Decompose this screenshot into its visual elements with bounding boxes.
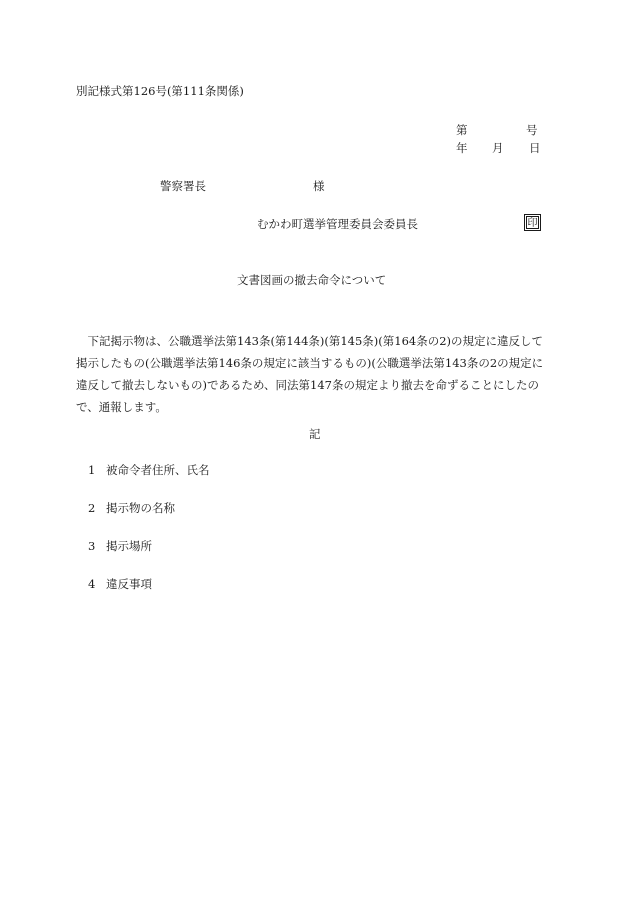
- date-row: [454, 140, 544, 158]
- item-number: 2: [88, 501, 96, 515]
- date-year: 年: [456, 141, 468, 155]
- addressee-honorific: 様: [313, 179, 325, 193]
- item-label: 違反事項: [106, 577, 152, 591]
- body-line: 掲示したもの(公職選挙法第146条の規定に該当するもの)(公職選挙法第143条の2の規定に: [76, 356, 544, 370]
- body-line: で、通報します。: [76, 400, 167, 414]
- document-number-prefix: 第: [456, 123, 468, 137]
- addressee-title: 警察署長: [160, 179, 206, 193]
- date-day: 日: [529, 141, 541, 155]
- document-number-row: [454, 122, 544, 140]
- item-number: 1: [88, 463, 96, 477]
- item-number: 4: [88, 577, 96, 591]
- body-paragraph: [76, 330, 556, 418]
- document-title: 文書図画の撤去命令について: [237, 273, 387, 287]
- item-label: 掲示場所: [106, 539, 152, 553]
- seal-stamp: [524, 214, 541, 231]
- item-number: 3: [88, 539, 96, 553]
- ki-heading: 記: [309, 427, 321, 441]
- document-number-suffix: 号: [526, 123, 538, 137]
- number-date-block: [454, 122, 544, 158]
- item-label: 被命令者住所、氏名: [106, 463, 210, 477]
- sender-name: むかわ町選挙管理委員会委員長: [257, 217, 418, 231]
- form-number: 別記様式第126号(第111条関係): [76, 84, 244, 98]
- seal-label: 印: [527, 218, 538, 229]
- item-label: 掲示物の名称: [106, 501, 175, 515]
- date-month: 月: [492, 141, 504, 155]
- body-line: 違反して撤去しないもの)であるため、同法第147条の規定より撤去を命ずることにしたの: [76, 378, 539, 392]
- body-line: 下記掲示物は、公職選挙法第143条(第144条)(第145条)(第164条の2)の規定に違反して: [76, 334, 544, 348]
